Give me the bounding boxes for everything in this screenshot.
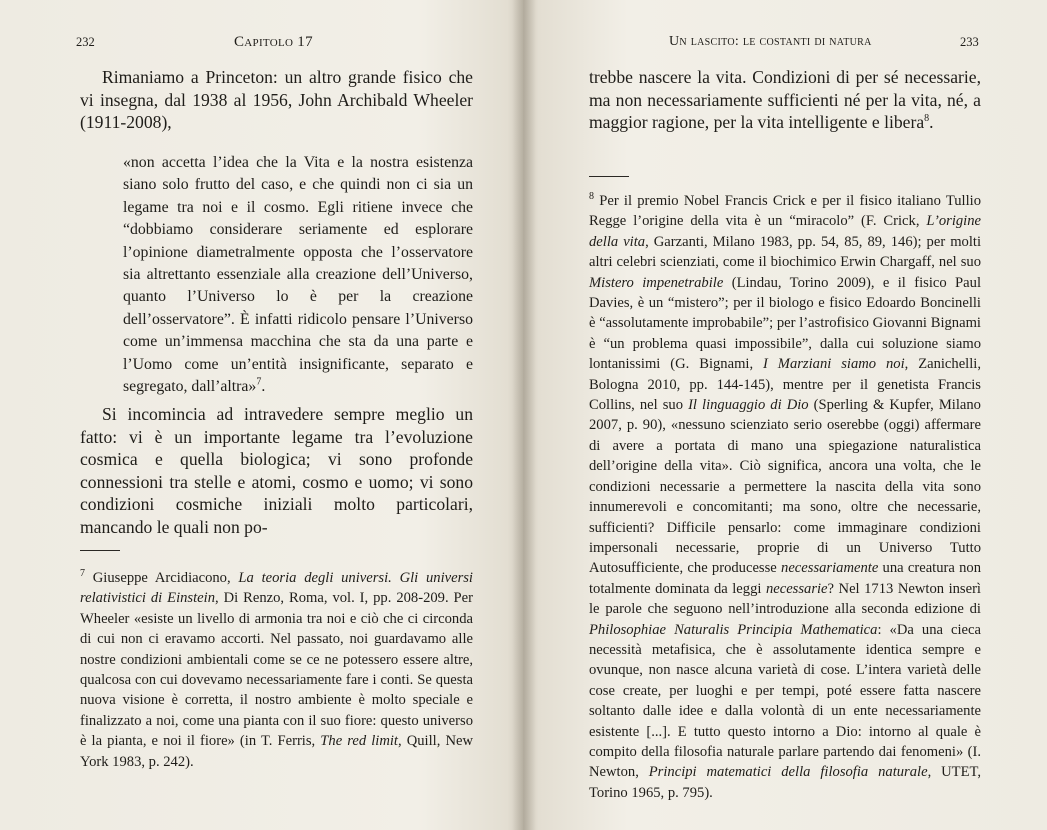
footnote-emphasis: necessarie <box>765 580 828 597</box>
left-page <box>0 0 523 830</box>
footnote-text: Per il premio Nobel Francis Crick e per il fisico italiano Tullio Regge l’origine della vita è un “miracolo” (F. Crick, <box>589 193 981 230</box>
footnote-title: Principi matematici della filosofia naturale <box>648 764 928 781</box>
page-number: 233 <box>960 35 979 49</box>
footnote-title: I Marziani siamo noi <box>763 356 905 373</box>
body-paragraph: Rimaniamo a Princeton: un altro grande fisico che vi insegna, dal 1938 al 1956, John Archibald Wheeler (1911-2008), <box>80 67 473 133</box>
quote-text: «non accetta l’idea che la Vita e la nostra esistenza siano solo frutto del caso, e che quindi non ci sia un legame tra noi e il cosmo. Egli ritiene invece che “dobbiamo considerare seriamente ed esplorare l’opinione diametralmente opposta che l’osservatore sia altrettanto essenziale alla creazione dell’Universo, quanto l’Universo lo è per la creazione dell’osservatore”. È infatti ridicolo pensare l’Universo come un’immensa macchina che sta da una parte e l’Uomo come un’entità insignificante, separato e segregato, dall’altra» <box>123 154 473 396</box>
body-paragraph: trebbe nascere la vita. Condizioni di per sé necessarie, ma non necessariamente sufficienti né per la vita, né, a maggior ragione, per la vita intelligente e libera$^8$. <box>589 67 981 133</box>
footnote-number: 7 <box>80 568 85 580</box>
footnote-emphasis: necessariamente <box>781 560 879 577</box>
body-paragraph: Si incomincia ad intravedere sempre meglio un fatto: vi è un importante legame tra l’evoluzione cosmica e quella biologica; vi sono profonde connessioni tra stelle e atomi, cosmo e uomo; vi sono condizioni cosmiche iniziali molto particolari, mancando le quali non po- <box>80 404 473 537</box>
running-head: Capitolo 17 <box>234 34 313 50</box>
footnote-title: La teoria degli universi. Gli universi relativistici di Einstein <box>80 570 473 607</box>
footnote-text: (Lindau, Torino 2009), e il fisico Paul Davies, è un “mistero”; per il biologo e fisico Edoardo Boncinelli è “assolutamente improbabile”; per l’astrofisico Giovanni Bignami è “un problema quasi impossibile”, dalla cui soluzione siamo lontanissimi (G. Bignami, <box>589 274 981 373</box>
footnote-text: , Zanichelli, Bologna 2010, pp. 144-145), mentre per il genetista Francis Collins, nel suo <box>589 356 981 414</box>
footnote-separator <box>589 176 629 177</box>
right-page <box>523 0 1047 830</box>
footnote-text: , Di Renzo, Roma, vol. I, pp. 208-209. Per Wheeler «esiste un livello di armonia tra noi e ciò che ci circonda di cui non ci eravamo accorti. Nel passato, noi guardavamo alle nostre condizioni ambientali come se ce ne potessero essere altre, qualcosa con cui dovevamo necessariamente fare i conti. Se questa nuova visione è corretta, il nostro ambiente è molto speciale e finalizzato a noi, come una pianta con il suo fiore: questo universo è la pianta, e noi il fiore» (in T. Ferris, <box>80 590 473 750</box>
footnote-text: una creatura non totalmente dominata da leggi <box>589 560 982 597</box>
book-gutter <box>512 0 536 830</box>
footnote-title: Il linguaggio di Dio <box>688 397 809 414</box>
footnote <box>80 568 473 772</box>
footnote-separator <box>80 550 120 551</box>
block-quote: «non accetta l’idea che la Vita e la nostra esistenza siano solo frutto del caso, e che quindi non ci sia un legame tra noi e il cosmo. Egli ritiene invece che “dobbiamo considerare seriamente ed esplorare l’opinione diametralmente opposta che l’osservatore sia altrettanto essenziale alla creazione dell’Universo, quanto l’Universo lo è per la creazione dell’osservatore”. È infatti ridicolo pensare l’Universo come un’immensa macchina che sta da una parte e l’Uomo come un’entità insignificante, separato e segregato, dall’altra»$^7$. <box>123 154 473 396</box>
page-number: 232 <box>76 35 95 49</box>
footnote-number: 8 <box>589 191 594 203</box>
footnote-text: Giuseppe Arcidiacono, <box>92 570 239 586</box>
footnote-title: Mistero impenetrabile <box>589 274 724 291</box>
footnote-title: Philosophiae Naturalis Principia Mathematica <box>589 621 878 638</box>
footnote-ref: 8 <box>924 113 930 125</box>
footnote-ref: 7 <box>256 376 262 388</box>
footnote-text: : «Da una cieca necessità metafisica, che è assolutamente identica sempre e ovunque, non nasce alcuna varietà di cose. L’intera varietà delle cose create, per luoghi e per tempi, poté essere fatta nascere soltanto dalle idee e dalla volontà di un ente necessariamente esistente [...]. E tutto questo intorno a Dio: intorno al quale è compito della filosofia naturale parlare partendo dai fenomeni» (I. Newton, <box>589 621 981 781</box>
footnote-text: , Garzanti, Milano 1983, pp. 54, 85, 89, 146); per molti altri celebri scienziati, come il biochimico Erwin Chargaff, nel suo <box>589 233 982 271</box>
running-head: Un lascito: le costanti di natura <box>669 34 872 49</box>
footnote-text: (Sperling & Kupfer, Milano 2007, p. 90), «nessuno scienziato serio oserebbe (oggi) affermare di avere a portata di mano una spiegazione naturalistica dell’origine della vita». Ciò significa, ancora una volta, che le condizioni necessarie a permettere la nascita della vita sono innumerevoli e concomitanti; ma sono, oltre che necessarie, sufficienti? Difficile pensarlo: come immaginare condizioni impersonali necessarie, proprie di un Universo Tutto Autosufficiente, che producesse <box>589 397 981 577</box>
footnote-title: L’origine della vita <box>589 213 981 250</box>
footnote-title: The red limit <box>320 733 398 750</box>
footnote-text: ? Nel 1713 Newton inserì le parole che seguono nell’introduzione alla seconda edizione di <box>589 580 981 618</box>
footnote <box>589 191 981 803</box>
footnote-text: , Quill, New York 1983, p. 242). <box>80 733 474 770</box>
paragraph-text: trebbe nascere la vita. Condizioni di per sé necessarie, ma non necessariamente sufficienti né per la vita, né, a maggior ragione, per la vita intelligente e libera <box>589 67 981 133</box>
footnote-text: , UTET, Torino 1965, p. 795). <box>589 764 981 801</box>
